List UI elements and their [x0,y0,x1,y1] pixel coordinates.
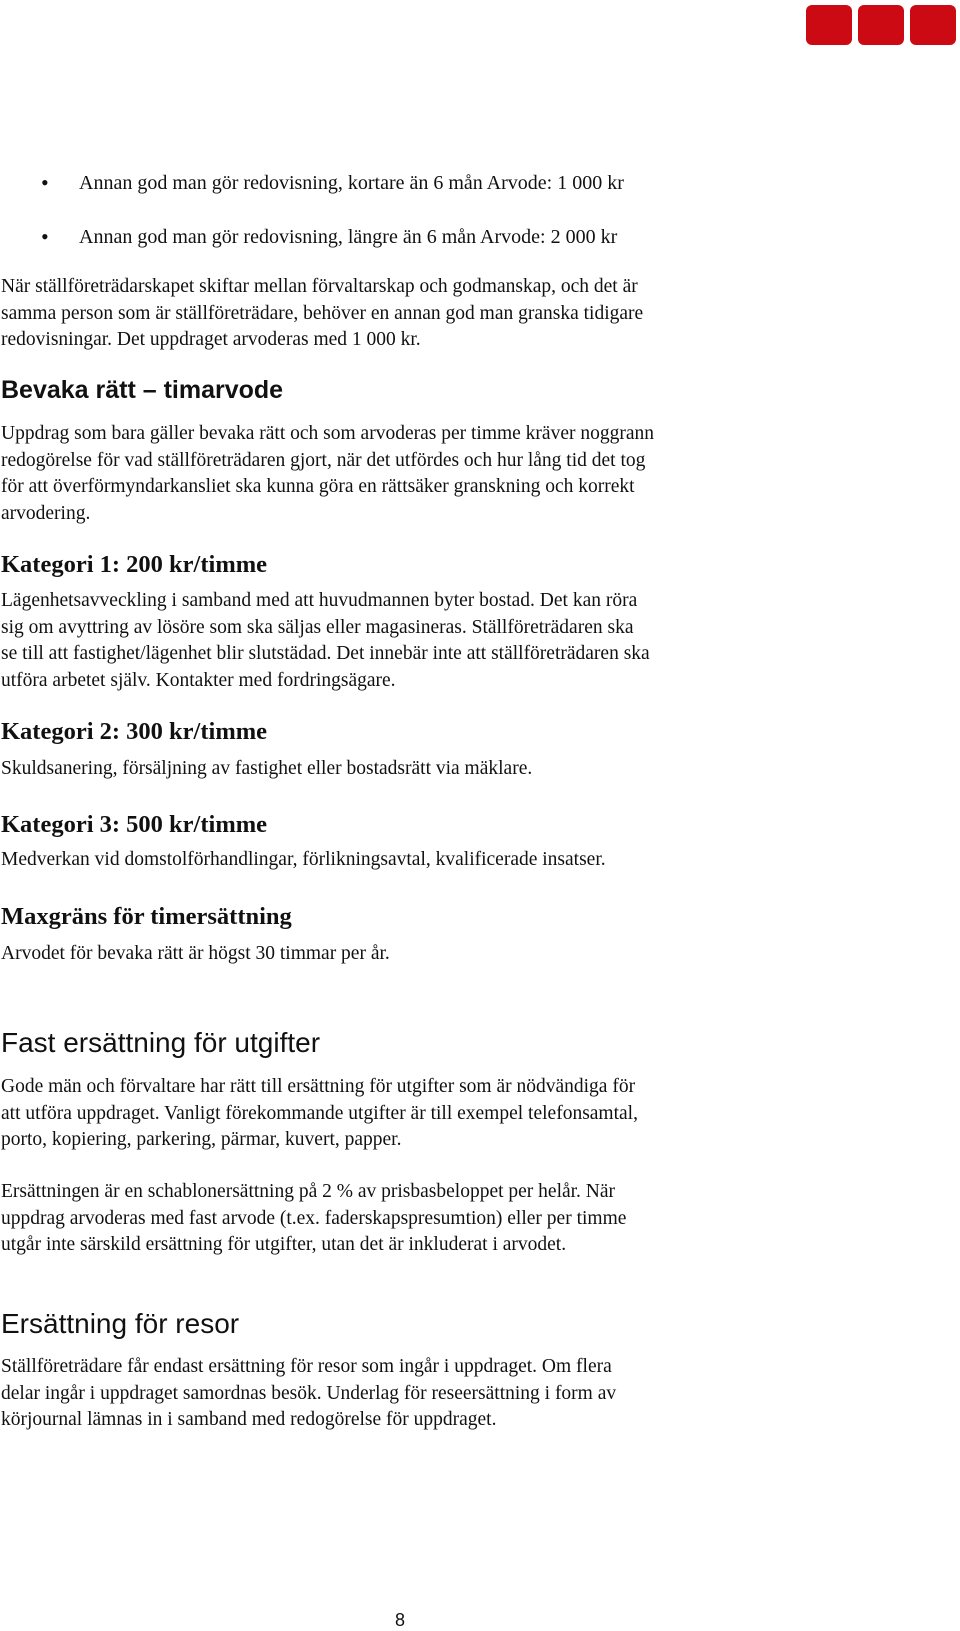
text-line: utgår inte särskild ersättning för utgifter, utan det är inkluderat i arvodet. [1,1234,567,1255]
heading-maxgrans: Maxgräns för timersättning [1,903,292,930]
text-line: sig om avyttring av lösöre som ska säljas eller magasineras. Ställföreträdaren ska [1,616,634,638]
paragraph-kategori-2 [1,756,931,783]
heading-fast-ersattning: Fast ersättning för utgifter [1,1027,321,1058]
text-line: porto, kopiering, parkering, pärmar, kuvert, papper. [1,1129,402,1150]
text-line: Medverkan vid domstolförhandlingar, förlikningsavtal, kvalificerade insatser. [1,849,606,870]
text-line: Ersättningen är en schablonersättning på 2 % av prisbasbeloppet per helår. När [1,1181,616,1202]
text-line: redogörelse för vad ställföreträdaren gjort, när det utfördes och hur lång tid det tog [1,449,646,471]
text-line: Uppdrag som bara gäller bevaka rätt och som arvoderas per timme kräver noggrann [1,423,655,444]
text-line: redovisningar. Det uppdraget arvoderas med 1 000 kr. [1,329,421,350]
heading-kategori-3: Kategori 3: 500 kr/timme [1,811,268,838]
text-line: körjournal lämnas in i samband med redogörelse för uppdraget. [1,1409,497,1430]
paragraph-ersattning-resor [1,1354,931,1434]
heading-ersattning-resor: Ersättning för resor [1,1308,240,1339]
text-line: se till att fastighet/lägenhet blir slutstädad. Det innebär inte att ställföreträdaren ska [1,643,650,664]
heading-kategori-2: Kategori 2: 300 kr/timme [1,718,268,745]
text-line: Arvodet för bevaka rätt är högst 30 timmar per år. [1,943,390,964]
list-item: • Annan god man gör redovisning, längre än 6 mån Arvode: 2 000 kr [41,225,624,279]
text-line: delar ingår i uppdraget samordnas besök. Underlag för reseersättning i form av [1,1382,617,1404]
logo-square-1 [806,5,852,45]
paragraph-fast-ersattning-2 [1,1179,931,1259]
text-line: samma person som är ställföreträdare, behöver en annan god man granska tidigare [1,302,644,324]
paragraph-maxgrans [1,941,931,968]
fee-bullet-list [41,171,624,279]
text-line: När ställföreträdarskapet skiftar mellan förvaltarskap och godmanskap, och det är [1,276,638,297]
text-line: utföra arbetet själv. Kontakter med fordringsägare. [1,669,396,691]
text-line: uppdrag arvoderas med fast arvode (t.ex. faderskapspresumtion) eller per timme [1,1207,627,1229]
text-line: att utföra uppdraget. Vanligt förekommande utgifter är till exempel telefonsamtal, [1,1102,638,1124]
page-number: 8 [394,1610,405,1630]
text-line: för att överförmyndarkansliet ska kunna göra en rättsäker granskning och korrekt [1,476,635,497]
paragraph-fast-ersattning-1 [1,1074,931,1154]
paragraph-kategori-1 [1,588,931,694]
text-line: Skuldsanering, försäljning av fastighet eller bostadsrätt via mäklare. [1,758,533,779]
paragraph-bevaka-ratt [1,421,931,527]
text-line: Ställföreträdare får endast ersättning för resor som ingår i uppdraget. Om flera [1,1356,612,1377]
heading-bevaka-ratt: Bevaka rätt – timarvode [1,376,284,404]
logo [806,5,956,45]
logo-square-2 [858,5,904,45]
text-line: arvodering. [1,502,91,524]
list-item: • Annan god man gör redovisning, kortare än 6 mån Arvode: 1 000 kr [41,171,624,225]
text-line: Lägenhetsavveckling i samband med att huvudmannen byter bostad. Det kan röra [1,590,638,611]
text-line: Gode män och förvaltare har rätt till ersättning för utgifter som är nödvändiga för [1,1076,636,1097]
paragraph-kategori-3 [1,847,931,874]
logo-square-3 [910,5,956,45]
heading-kategori-1: Kategori 1: 200 kr/timme [1,551,268,578]
paragraph-skiftar [1,274,931,354]
